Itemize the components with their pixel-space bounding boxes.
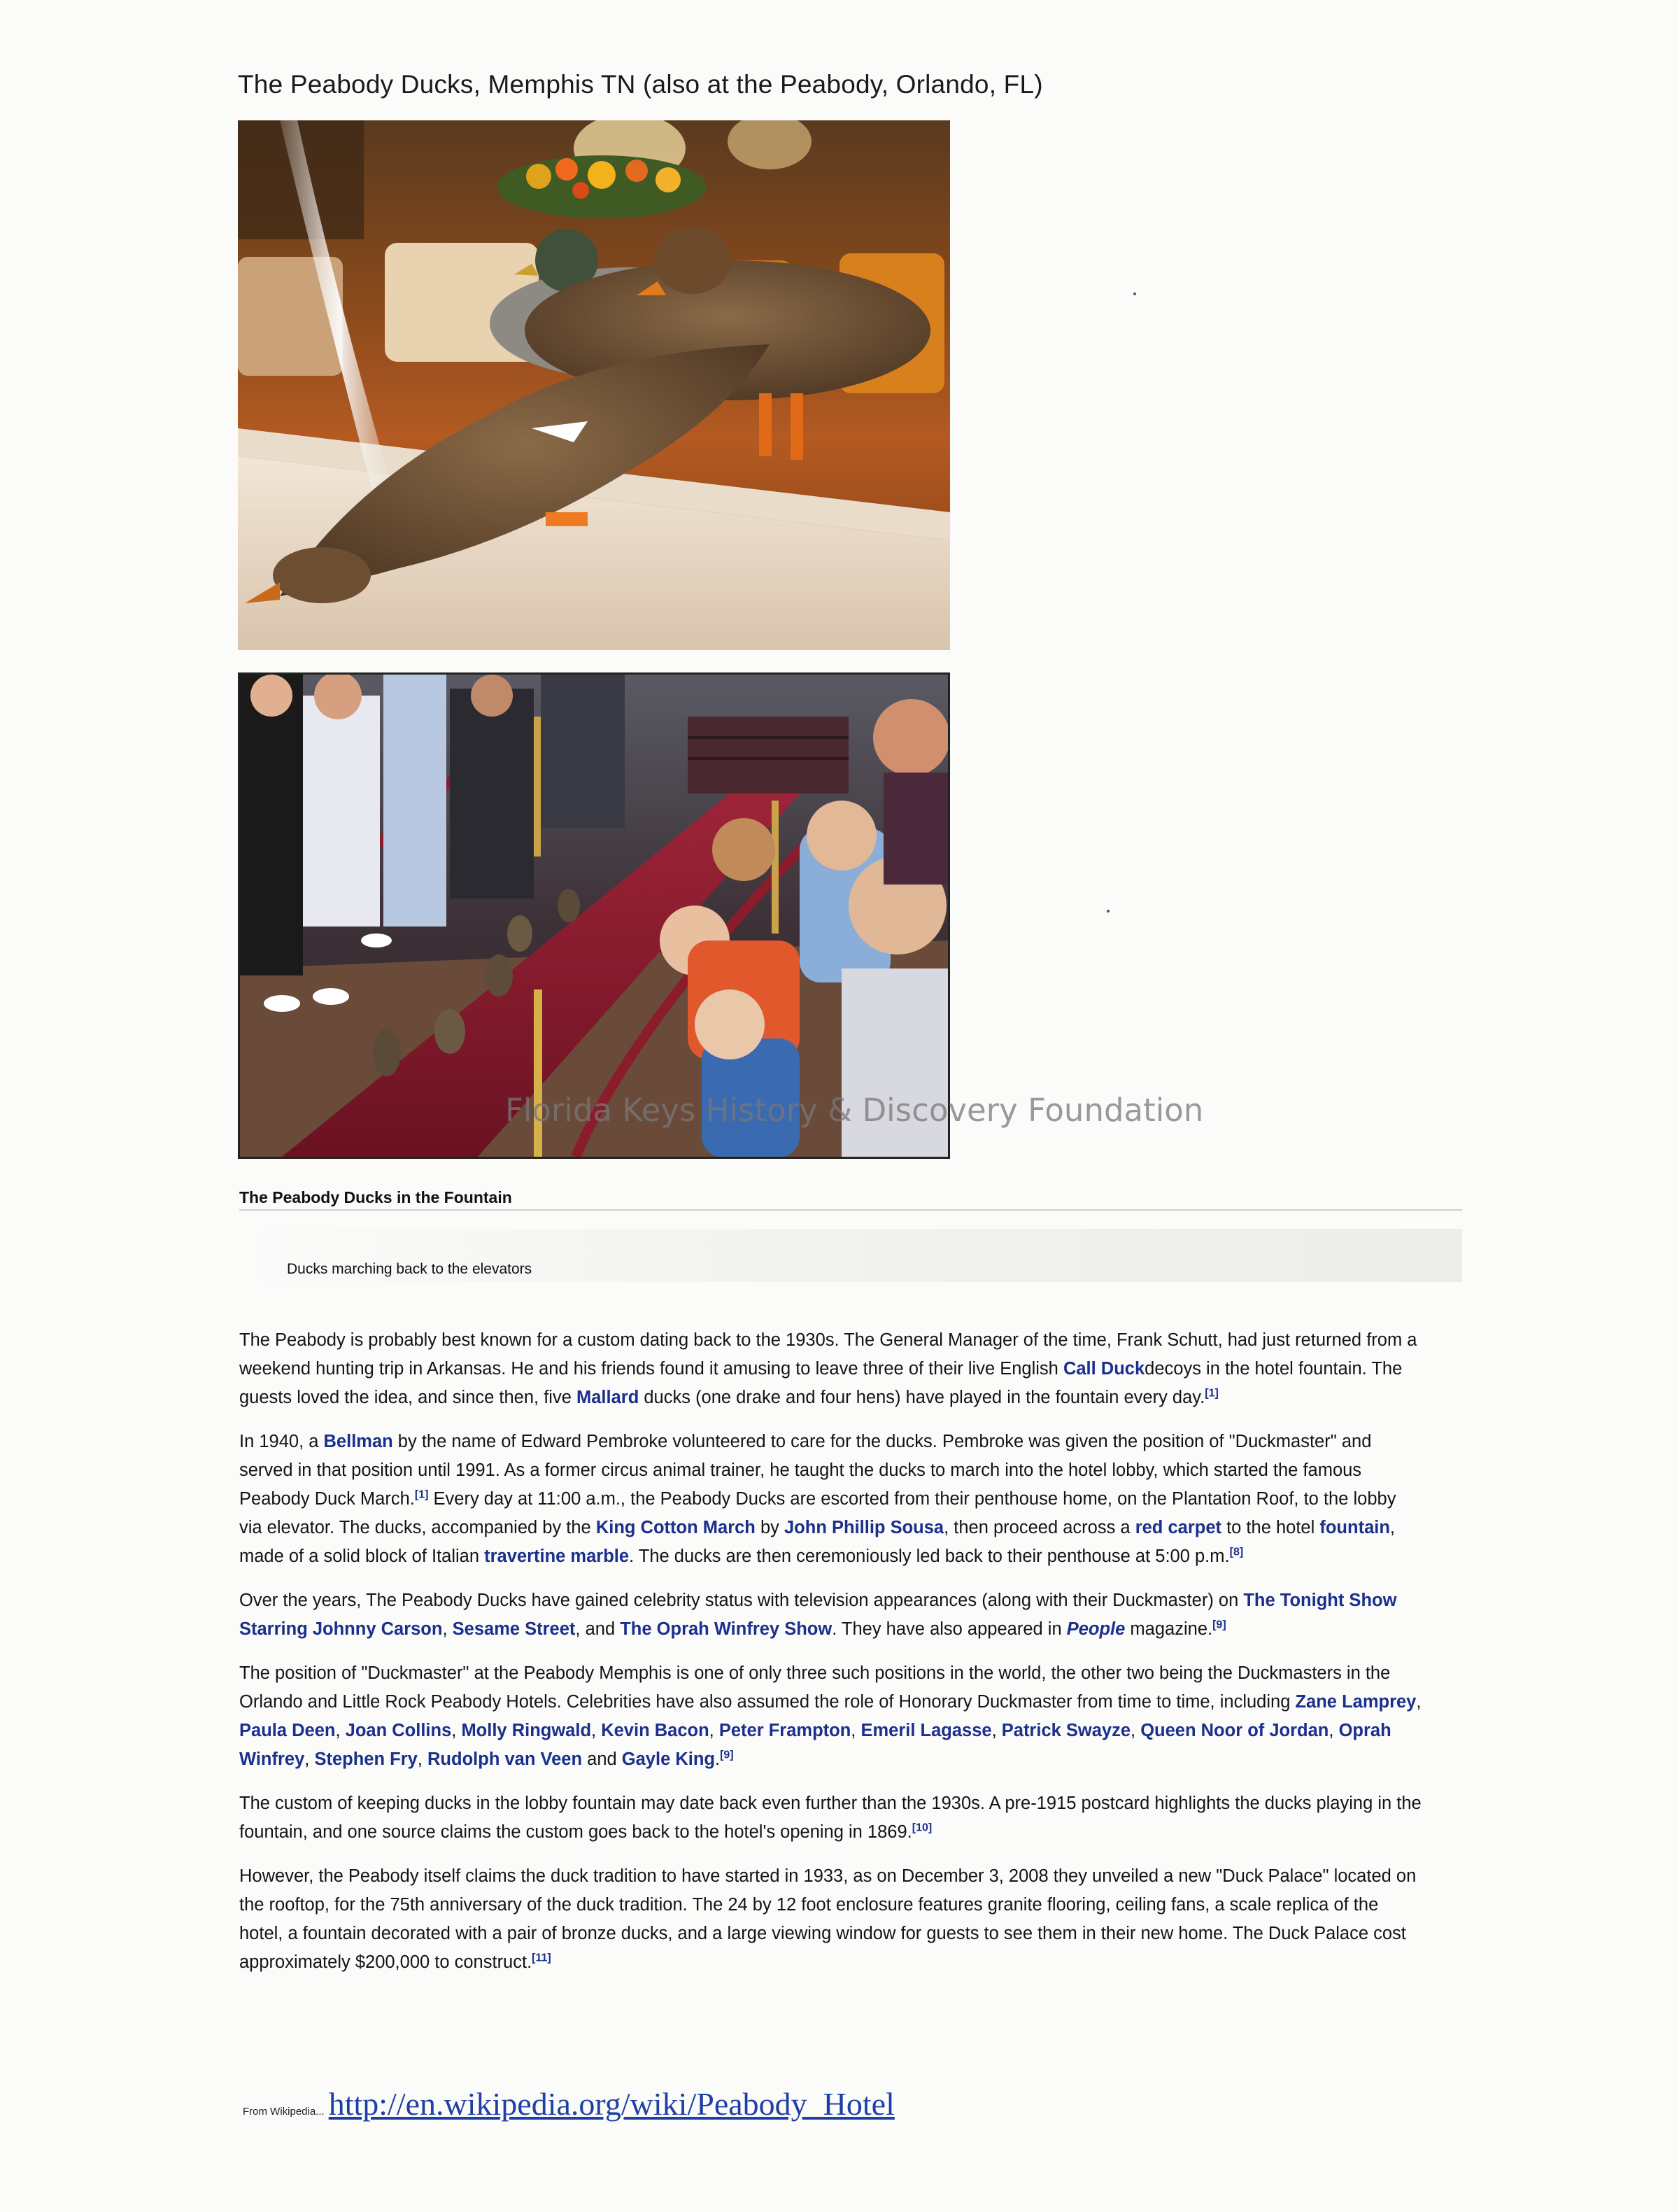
link-fountain[interactable]: fountain [1319,1518,1390,1537]
text: The custom of keeping ducks in the lobby fountain may date back even further than the 1930s. A pre-1915 postcard highlights the ducks playing in the fountain, and one source claims the custom goes back to the hotel's opening in 1869. [239,1794,1422,1842]
paragraph-celebrity [239,1586,1422,1644]
text: by the name of Edward Pembroke volunteered to care for the ducks. Pembroke was given the position of "Duckmaster" and served in that position until 1991. As a former circus animal trainer, he taught the ducks to march into the hotel lobby, which started the famous Peabody Duck March. [239,1432,1372,1509]
link-bellman[interactable]: Bellman [323,1432,393,1451]
text: The position of "Duckmaster" at the Peabody Memphis is one of only three such positions in the world, the other two being the Duckmasters in the Orlando and Little Rock Peabody Hotels. Celebrities have also assumed the role of Honorary Duckmaster from time to time, including [239,1663,1391,1712]
text: , made of a solid block of Italian [239,1518,1396,1566]
celebrity-link[interactable]: Gayle King [621,1749,715,1769]
link-call-duck[interactable]: Call Duck [1063,1359,1145,1379]
text: . The ducks are then ceremoniously led back to their penthouse at 5:00 p.m. [629,1547,1230,1566]
celebrity-link[interactable]: Kevin Bacon [601,1721,709,1740]
ducks-fountain-photo [238,120,950,650]
article-body [239,1326,1422,1992]
text: However, the Peabody itself claims the duck tradition to have started in 1933, as on December 3, 2008 they unveiled a new "Duck Palace" located on the rooftop, for the 75th anniversary of the duck tradition. The 24 by 12 foot enclosure features granite flooring, ceiling fans, a scale replica of the hotel, a fountain decorated with a pair of bronze ducks, and a large viewing window for guests to see them in their new home. The Duck Palace cost approximately $200,000 to construct. [239,1866,1417,1972]
ducks-march-photo [238,672,950,1159]
link-oprah-show[interactable]: The Oprah Winfrey Show [620,1619,833,1639]
caption-divider [239,1209,1462,1211]
text: The Peabody is probably best known for a custom dating back to the 1930s. The General Manager of the time, Frank Schutt, had just returned from a weekend hunting trip in Arkansas. He and his friends found it amusing to leave three of their live English [239,1330,1417,1379]
celebrity-link[interactable]: Paula Deen [239,1721,336,1740]
source-line [243,2085,895,2122]
link-tonight-show[interactable]: The Tonight Show Starring Johnny Carson [239,1591,1397,1639]
celebrity-link[interactable]: Joan Collins [345,1721,452,1740]
celebrity-list: Zane Lamprey, Paula Deen, Joan Collins, Molly Ringwald, Kevin Bacon, Peter Frampton, Emeril Lagasse, Patrick Swayze, Queen Noor of Jordan, Oprah Winfrey, Stephen Fry, Rudolph van Veen and Gayle King [239,1692,1422,1769]
text: by [755,1518,784,1537]
text: In 1940, a [239,1432,324,1451]
paragraph-honorary [239,1659,1422,1774]
paragraph-origin [239,1326,1422,1412]
celebrity-link[interactable]: Molly Ringwald [461,1721,592,1740]
page-title: The Peabody Ducks, Memphis TN (also at the Peabody, Orlando, FL) [238,70,1043,99]
fountain-caption: The Peabody Ducks in the Fountain [239,1188,512,1206]
celebrity-link[interactable]: Queen Noor of Jordan [1140,1721,1329,1740]
text: decoys in the hotel fountain. The guests loved the idea, and since then, five [239,1359,1403,1407]
celebrity-link[interactable]: Peter Frampton [718,1721,851,1740]
source-url-link[interactable]: http://en.wikipedia.org/wiki/Peabody_Hotel [328,2086,895,2122]
celebrity-link[interactable]: Patrick Swayze [1001,1721,1131,1740]
citation-link[interactable]: [9] [1212,1619,1226,1631]
text: , [442,1619,453,1639]
link-sesame-street[interactable]: Sesame Street [452,1619,576,1639]
text: . They have also appeared in [832,1619,1067,1639]
text: to the hotel [1221,1518,1320,1537]
link-mallard[interactable]: Mallard [576,1388,639,1407]
watermark-text: Florida Keys History & Discovery Foundation [505,1092,1204,1129]
celebrity-link[interactable]: Stephen Fry [314,1749,418,1769]
citation-link[interactable]: [1] [1205,1387,1219,1400]
scan-speck [1107,910,1110,913]
paragraph-duck-palace [239,1862,1422,1977]
celebrity-link[interactable]: Rudolph van Veen [427,1749,583,1769]
link-john-phillip-sousa[interactable]: John Phillip Sousa [784,1518,944,1537]
scan-speck [1133,293,1136,295]
link-red-carpet[interactable]: red carpet [1135,1518,1221,1537]
celebrity-link[interactable]: Oprah Winfrey [239,1721,1391,1769]
march-caption: Ducks marching back to the elevators [287,1261,532,1277]
text: Over the years, The Peabody Ducks have gained celebrity status with television appearances (along with their Duckmaster) on [239,1591,1244,1610]
citation-link[interactable]: [11] [532,1952,551,1964]
citation-link[interactable]: [1] [414,1488,429,1501]
celebrity-link[interactable]: Emeril Lagasse [860,1721,992,1740]
link-travertine-marble[interactable]: travertine marble [484,1547,630,1566]
text: . [714,1749,721,1769]
text: , then proceed across a [944,1518,1135,1537]
citation-link[interactable]: [8] [1229,1546,1244,1558]
celebrity-link[interactable]: Zane Lamprey [1295,1692,1417,1712]
text: magazine. [1125,1619,1213,1639]
link-king-cotton-march[interactable]: King Cotton March [595,1518,756,1537]
text: Every day at 11:00 a.m., the Peabody Ducks are escorted from their penthouse home, on the Plantation Roof, to the lobby via elevator. The ducks, accompanied by the [239,1489,1396,1537]
citation-link[interactable]: [9] [720,1749,734,1761]
source-label: From Wikipedia... [243,2106,325,2118]
text: ducks (one drake and four hens) have played in the fountain every day. [639,1388,1205,1407]
paragraph-duckmaster [239,1428,1422,1571]
citation-link[interactable]: [10] [912,1822,933,1834]
paragraph-history [239,1789,1422,1847]
link-people[interactable]: People [1066,1619,1126,1639]
text: , and [575,1619,621,1639]
